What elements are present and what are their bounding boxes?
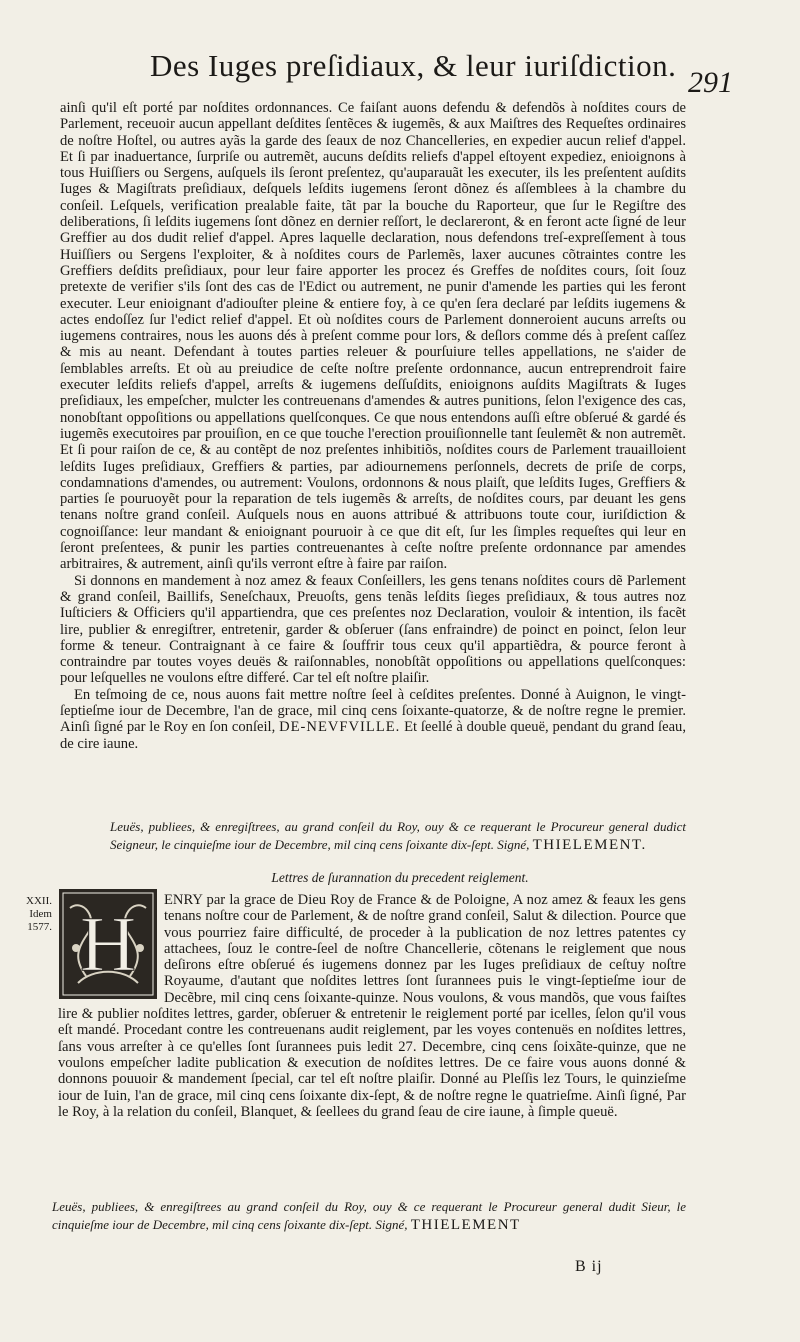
dropcap-letter: H	[79, 900, 137, 987]
section-title: Lettres de ſurannation du precedent reiglement.	[271, 870, 529, 885]
registry-signed: Signé,	[497, 837, 530, 852]
registry-text: Leuës, publiees, & enregiſtrees, au grand conſeil du Roy, ouy & ce requerant le Procureur general dudict Seigneur, le cinquieſme iour de Decembre, mil cinq cens ſoixante dix-ſept.	[110, 819, 686, 852]
signature-mark: B ij	[575, 1258, 603, 1275]
registry-signatory: THIELEMENT	[410, 1217, 521, 1233]
dropcap-spacer	[58, 892, 162, 990]
running-head: Des Iuges preſidiaux, & leur iuriſdiction.	[150, 48, 677, 83]
margin-note: XXII. Idem 1577.	[26, 895, 52, 933]
paragraph-witness	[60, 687, 686, 752]
paragraph-ordinance: ainſi qu'il eſt porté par noſdites ordonnances. Ce faiſant auons defendu & defendõs à noſdites cours de Parlement, receuoir aucun appellant deſdites ſentẽces & iugemẽs, & aux Maiſtres des Requeſtes ordinaires de noſtre Hoſtel, ou autres ayãs la garde des ſeaux de noz Chancelleries, en expedier aucun relief d'appel. Et ſi par inaduertance, ſurpriſe ou autremẽt, aucuns deſdits reliefs d'appel eſtoyent expediez, enioignons à tous Huiſſiers ou Sergens, auſquels ils ſeront preſentez, qu'auparauãt les executer, ils les preſentent auſdits Iuges & Magiſtrats preſidiaux, deſquels leſdits iugemens ſeront dõnez és aſſemblees à la chambre du conſeil. Leſquels, verification prealable faite, tãt par la bouche du Raporteur, que ſur le Regiſtre des deliberations, ſi leſdits iugemens ſont dõnez en dernier reſſort, le declareront, & en feront acte ſigné de leur Greffier au dos dudit relief d'appel. Apres laquelle declaration, nous defendons treſ-expreſſement à tous Huiſſiers ou Sergens l'exploiter, & à noſdites cours de Parlemẽs, laxer aucunes cõtraintes contre les Greffiers deſdits preſidiaux, pour leur faire apporter les procez és Greffes de noſdites cours, ſoit ſouz pretexte de verifier s'ils ſont des cas de l'Edict ou autrement, ne punir d'amende les parties qui les feront executer. Leur enioignant d'adiouſter pleine & entiere foy, à ce qu'en ſera declaré par leſdits iugemens & actes endoſſez ſur l'edict relief d'appel. Et où noſdites cours de Parlement donneroient aucuns arreſts ou iugemens contraires, nous les auons dés à preſent comme pour lors, & deſlors comme dés à preſent caſſez & mis au neant. Defendant à toutes parties releuer & pourſuiure telles appellations, ne s'aider de ſemblables arreſts. Et où au preiudice de ceſte noſtre preſente ordonnance, aucun entreprendroit faire executer leſdits reliefs d'appel, arreſts & iugemens deſſuſdits, enioignons auſdits Magiſtrats & Iuges preſidiaux, les empeſcher, mulcter les contreuenans d'amendes & autres punitions, ſelon l'exigence des cas, nonobſtant oppoſitions ou appellations quelſconques. Ce que nous entendons auſſi eſtre obſerué & gardé és iugemẽs executoires par prouiſion, en ce que touche l'erection prouiſionnelle tant ſeulemẽt & non autremẽt. Et ſi pour raiſon de ce, & au contẽpt de noz preſentes inhibitiõs, noſdites cours de Parlement trauailloient leſdits Iuges preſidiaux, Greffiers & parties, par adiournemens perſonnels, decrets de priſe de corps, condamnations d'amendes, ou autrement: Voulons, ordonnons & nous plaiſt, que leſdits Iuges, Greffiers & parties ſe pouruoyẽt pour la reparation de tels iugemẽs & arreſts, de noſdites cours, par deuant les gens tenans noſtre grand conſeil. Auſquels nous en auons attribué & attribuons toute cour, iuriſdiction & cognoiſſance: leur mandant & enioignant pouruoir à ce que dit eſt, ſur les ſimples requeſtes qui leur en ſeront preſentees, & punir les parties contreuenantes à ceſte noſtre preſente ordonnance par amendes arbitraires, & autrement, ainſi qu'ils verront eſtre à faire par raiſon.	[60, 100, 686, 573]
witness-text: En teſmoing de ce, nous auons fait mettre noſtre ſeel à ceſdites preſentes. Donné à Auignon, le vingt-ſeptieſme iour de Decembre, l'an de grace, mil cinq cens ſoixante-quatorze, & de noſtre regne le premier. Ainſi ſigné par le Roy en ſon conſeil,	[60, 686, 686, 736]
letter-paragraph: ENRY par la grace de Dieu Roy de France & de Poloigne, A noz amez & feaux les gens tenans noſtre cour de Parlement, & de noſtre grand conſeil, Salut & dilection. Pource que vous pourriez faire difficulté, de proceder à la publication de noz lettres patentes cy attachees, ſouz le contre-ſeel de noſtre Chancellerie, cõtenans le reiglement que nous deſirons eſtre obſerué és iugemens donnez par les Iuges preſidiaux de ceſtuy noſtre Royaume, d'autant que noſdites lettres ſont ſurannees puis le vingt-ſeptieſme iour de Decẽbre, mil cinq cens ſoixante-quinze. Nous voulons, & vous mandõs, que vous faiſtes lire & publier noſdites lettres, garder, obſeruer & entretenir le reiglement porté par icelles, ſelon qu'il vous eſt mandé. Procedant contre les contreuenans audit reiglement, par les voyes contenuës en noſdites lettres, ſans vous arreſter à ce qu'elles ſont ſurannees puis ledit 27. Decembre, cinq cens ſoixãte-quinze, que ne voulons empeſcher ladite publication & execution de noſdites lettres. De ce faire vous auons donné & donnons pouuoir & mandement ſpecial, car tel eſt noſtre plaiſir. Donné au Pleſſis lez Tours, le quinzieſme iour de Iuin, l'an de grace, mil cinq cens ſoixante dix-ſept, & de noſtre regne le quatrieſme. Ainſi ſigné, Par le Roy, à la relation du conſeil, Blanquet, & ſeellees du grand ſeau de cire iaune, à ſimple queuë.	[58, 892, 686, 1120]
seal-note: Et ſeellé à double queuë, pendant du grand ſeau, de cire iaune.	[60, 719, 686, 752]
registry-signatory: THIELEMENT.	[532, 837, 647, 853]
registry-note-1	[110, 818, 686, 854]
registry-signed: Signé,	[375, 1217, 408, 1232]
registry-note-2	[52, 1198, 686, 1234]
paragraph-mandate: Si donnons en mandement à noz amez & feaux Conſeillers, les gens tenans noſdites cours dẽ Parlement & grand conſeil, Baillifs, Seneſchaux, Preuoſts, gens tenãs leſdits ſieges preſidiaux, & tous autres noz Iuſticiers & Officiers qu'il appartiendra, que ces preſentes noz Declaration, vouloir & intention, ils facẽt lire, publier & enregiſtrer, entretenir, garder & obſeruer (ſans enfraindre) de poinct en poinct, ſelon leur forme & teneur. Contraignant à ce faire & ſouffrir tous ceux qu'il appartiẽdra, & pource feront à contraindre par toutes voyes deuës & raiſonnables, nonobſtãt oppoſitions ou appellations quelſconques: pour leſquelles ne voulons eſtre differé. Car tel eſt noſtre plaiſir.	[60, 572, 686, 687]
letter-body	[58, 892, 686, 1120]
registry-text: Leuës, publiees, & enregiſtrees au grand conſeil du Roy, ouy & ce requerant le Procureur general dudit Sieur, le cinquieſme iour de Decembre, mil cinq cens ſoixante dix-ſept.	[52, 1199, 686, 1232]
page-number: 291	[688, 66, 733, 99]
main-text	[60, 100, 686, 752]
signature-deneufville: DE-NEVFVILLE.	[279, 719, 401, 736]
